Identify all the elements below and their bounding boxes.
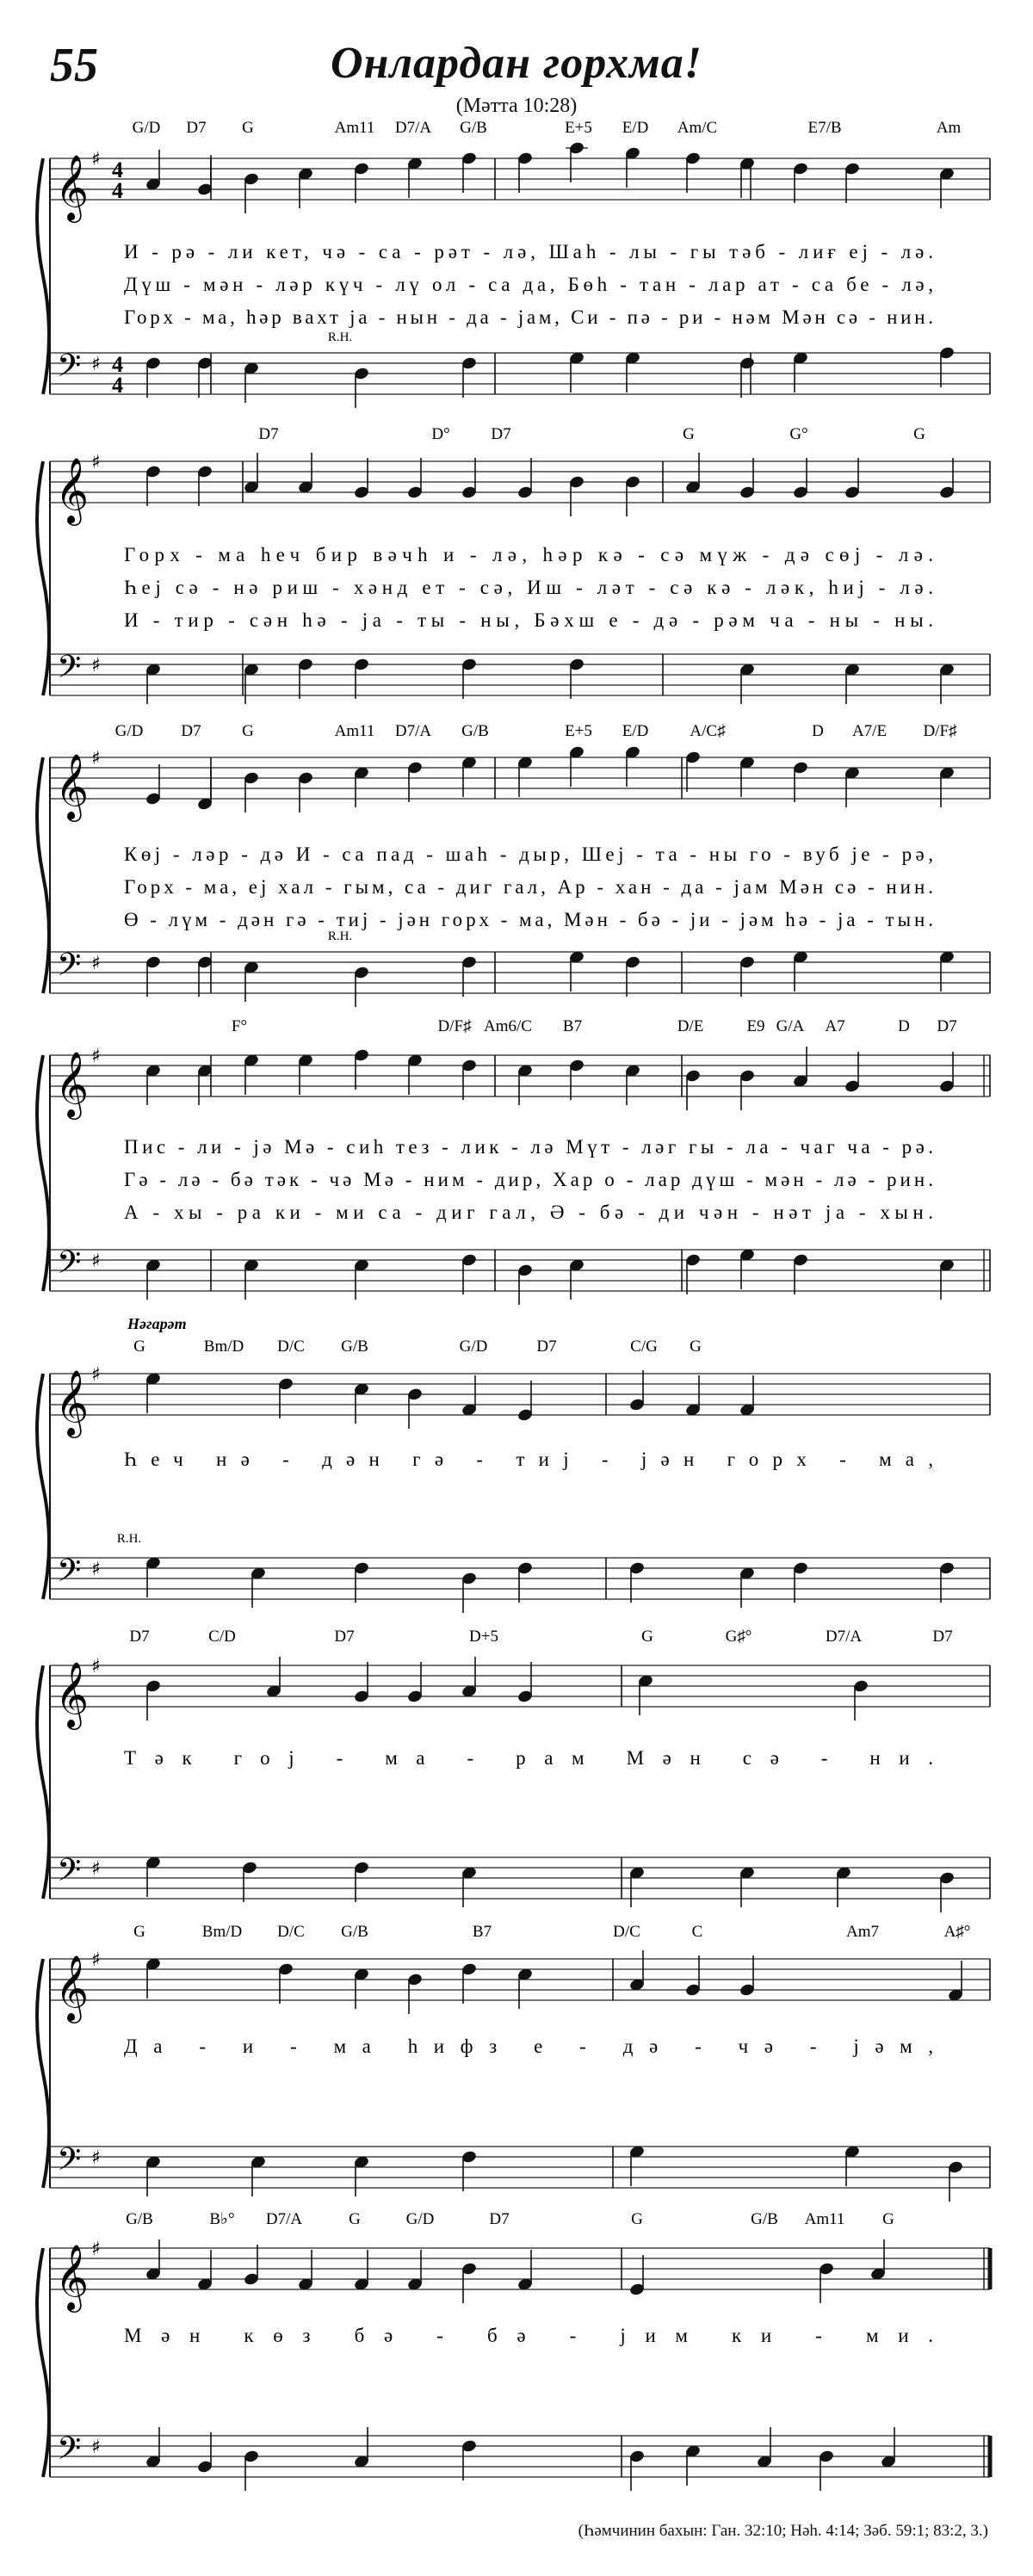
treble-clef-icon: 𝄞 [55,154,90,220]
key-signature-sharp: ♯ [91,354,101,375]
treble-notes [145,141,955,213]
key-signature-sharp: ♯ [91,1251,101,1272]
chord-symbol: B♭° [209,2210,235,2228]
chord-symbol: G [683,425,695,443]
lyric-verse-3: А - хы - ра ки - ми са - диг гал, Ә - бә - ди чән - нәт ја - хын. [124,1202,933,1223]
music-system-4 [37,1017,990,1305]
treble-clef-icon: 𝄞 [55,2244,90,2310]
bass-notes [145,1248,955,1305]
treble-notes [145,453,955,516]
music-system-6 [37,1628,990,1912]
music-system-2 [37,425,990,704]
chord-symbol: D7/A [265,2210,303,2228]
bass-staff [50,654,990,695]
treble-staff [50,1374,990,1415]
chord-symbol: D7 [536,1337,557,1356]
chord-symbol: G [133,1337,145,1356]
chord-symbol: G [349,2210,361,2228]
chord-symbol: Am/C [677,119,718,137]
treble-clef-icon: 𝄞 [55,1051,90,1117]
key-signature-sharp: ♯ [91,2147,101,2169]
treble-clef-icon: 𝄞 [55,1955,90,2021]
chord-symbol: Am11 [804,2210,845,2228]
lyric-verse-1: Да - и - ма һифз е - дә - чә - јәм, [124,2035,933,2057]
system-brace [37,158,49,394]
chord-symbol: A/C♯ [690,722,726,740]
chord-symbol: G/B [126,2210,153,2228]
chord-symbol: D7/A [825,1628,863,1646]
chord-symbol: G/D [405,2210,435,2228]
hymn-number: 55 [50,39,98,92]
system-brace [37,461,49,695]
chord-symbol: D7 [491,425,511,443]
music-system-1 [37,119,990,408]
bass-staff [50,952,990,993]
lyric-verse-3: Ө - лүм - дән гә - тиј - јән горх - ма, Мән - бә - ји - јәм һә - ја - тын. [124,909,933,930]
chord-symbol: G/D [132,119,161,137]
chord-symbol: G♯° [725,1628,752,1646]
key-signature-sharp: ♯ [91,748,101,769]
bass-staff [50,2436,990,2477]
bass-notes [145,950,955,1007]
chord-symbol: D/F♯ [923,722,957,740]
key-signature-sharp: ♯ [91,655,101,676]
key-signature-sharp: ♯ [91,149,101,170]
chord-symbol: E/D [622,722,649,740]
chord-symbol: F° [231,1017,248,1035]
system-brace [37,757,49,993]
treble-notes [145,745,955,812]
time-signature-bottom: 4 [112,373,123,398]
chord-symbol: G [242,722,254,740]
chord-symbol: Bm/D [201,1923,243,1941]
key-signature-sharp: ♯ [91,1046,101,1067]
treble-notes [145,1950,963,2014]
lyric-verse-2: Гә - лә - бә тәк - чә Мә - ним - дир, Хар о - лар дүш - мән - лә - рин. [124,1169,934,1190]
chord-symbol: G [133,1923,145,1941]
treble-clef-icon: 𝄞 [55,753,90,819]
lyric-verse-1: Көј - ләр - дә И - са пад - шаһ - дыр, Шеј - та - ны го - вуб је - рә, [124,843,934,865]
bass-clef-icon: 𝄢 [57,348,82,392]
chord-symbol: Am11 [334,119,375,137]
chord-symbol: G [882,2210,894,2228]
key-signature-sharp: ♯ [91,452,101,473]
treble-notes [145,2239,886,2303]
right-hand-mark: R.H. [327,930,353,943]
lyric-verse-1: Тәк гој - ма - рам Мән сә - ни. [123,1747,934,1769]
chord-symbol: E9 [746,1017,765,1035]
bass-clef-icon: 𝄢 [57,1553,82,1597]
bass-staff [50,1558,990,1599]
lyric-verse-3: Горх - ма, һәр вахт ја - нын - да - јам, Си - пә - ри - нәм Мән сә - нин. [124,306,933,328]
chord-symbol: Am [936,119,962,137]
hymn-title: Онлардан горхма! [330,39,703,88]
chord-symbol: E7/B [807,119,842,137]
bass-staff [50,1857,990,1899]
scripture-reference: (Мәтта 10:28) [455,95,578,117]
chord-symbol: G/D [459,1337,488,1356]
time-signature-top: 4 [112,352,123,377]
treble-clef-icon: 𝄞 [55,457,90,523]
bass-notes [145,2145,963,2202]
chord-symbol: G [913,425,925,443]
chord-symbol: D7 [129,1628,150,1646]
footer-references: (Һәмчинин бахын: Ган. 32:10; Нәһ. 4:14; Зәб. 59:1; 83:2, 3.) [578,2522,988,2540]
chord-symbol: G [242,119,254,137]
chord-symbol: D7 [932,1628,953,1646]
refrain-label: Нәгарәт [127,1315,187,1332]
chord-symbol: D7/A [394,119,432,137]
chord-symbol: G° [789,425,808,443]
chord-symbol: D7 [186,119,207,137]
key-signature-sharp: ♯ [91,2437,101,2458]
chord-symbol: D7 [258,425,279,443]
system-brace [37,1665,49,1899]
lyric-verse-1: Пис - ли - јә Мә - сиһ тез - лик - лә Мүт - ләг гы - ла - чаг ча - рә. [124,1136,934,1158]
chord-symbol: D7 [489,2210,510,2228]
lyric-verse-1: Мән көз бә - бә - јим ки - ми. [123,2325,934,2346]
chord-symbol: D [812,722,824,740]
music-system-7 [37,1923,990,2202]
bass-staff [50,353,990,394]
chord-symbol: G/B [751,2210,778,2228]
chord-symbol: D/F♯ [437,1017,472,1035]
chord-symbol: E+5 [565,722,592,740]
chord-symbol: G [690,1337,702,1356]
chord-symbol: D° [431,425,450,443]
chord-symbol: A7/E [851,722,888,740]
key-signature-sharp: ♯ [91,1559,101,1580]
key-signature-sharp: ♯ [91,1949,101,1971]
system-brace [37,1959,49,2188]
chord-symbol: G/B [460,119,487,137]
chord-symbol: D7 [181,722,201,740]
chord-symbol: D [898,1017,910,1035]
chord-symbol: G/A [776,1017,805,1035]
key-signature-sharp: ♯ [91,953,101,974]
lyric-verse-2: Горх - ма, еј хал - гым, са - диг гал, Ар - хан - да - јам Мән сә - нин. [124,876,934,898]
chord-symbol: C/D [208,1628,236,1646]
treble-staff [50,1959,990,2000]
chord-symbol: B7 [562,1017,583,1035]
lyric-verse-2: Һеј сә - нә риш - хәнд ет - сә, Иш - ләт - сә кә - ләк, һиј - лә. [124,577,933,598]
bass-notes [145,346,955,408]
music-system-5 [37,1315,990,1613]
music-system-8 [37,2210,990,2491]
chord-symbol: E/D [622,119,649,137]
treble-notes [145,1657,869,1720]
chord-symbol: D/E [677,1017,704,1035]
system-brace [37,1055,49,1291]
chord-symbol: D7 [937,1017,957,1035]
key-signature-sharp: ♯ [91,1364,101,1386]
chord-symbol: D/C [277,1923,305,1941]
chord-symbol: A7 [825,1017,845,1035]
chord-symbol: D7 [334,1628,355,1646]
bass-notes [145,2427,896,2491]
chord-symbol: Am7 [846,1923,879,1941]
chord-symbol: Bm/D [203,1337,244,1356]
music-system-3 [37,722,990,1007]
chord-symbol: C [691,1923,703,1941]
system-brace [37,2248,49,2477]
chord-symbol: G/B [461,722,489,740]
chord-symbol: G/B [341,1337,368,1356]
chord-symbol: E+5 [565,119,592,137]
chord-symbol: D/C [277,1337,305,1356]
right-hand-mark: R.H. [116,1532,142,1546]
chord-symbol: G [641,1628,653,1646]
chord-symbol: D7/A [394,722,432,740]
chord-symbol: C/G [630,1337,658,1356]
bass-clef-icon: 𝄢 [57,2141,82,2185]
bass-notes [145,1556,955,1613]
treble-notes [145,1370,755,1429]
bass-clef-icon: 𝄢 [57,1245,82,1288]
chord-symbol: B7 [472,1923,492,1941]
lyric-verse-1: И - рә - ли кет, чә - са - рәт - лә, Шаһ - лы - гы тәб - лиғ еј - лә. [124,241,933,263]
bass-clef-icon: 𝄢 [57,2431,82,2474]
treble-clef-icon: 𝄞 [55,1661,90,1727]
chord-symbol: Am11 [334,722,375,740]
chord-symbol: Am6/C [484,1017,532,1035]
right-hand-mark: R.H. [327,330,353,344]
bass-clef-icon: 𝄢 [57,947,82,991]
bass-clef-icon: 𝄢 [57,649,82,693]
chord-symbol: D+5 [469,1628,498,1646]
bass-notes [145,1856,955,1912]
chord-symbol: A♯° [943,1923,971,1941]
chord-symbol: G [631,2210,643,2228]
lyric-verse-2: Дүш - мән - ләр күч - лү ол - са да, Бөһ - тан - лар ат - са бе - лә, [123,274,934,295]
treble-clef-icon: 𝄞 [55,1369,90,1436]
treble-notes [145,1047,955,1110]
key-signature-sharp: ♯ [91,2239,101,2260]
lyric-verse-1: Горх - ма һеч бир вәчһ и - лә, һәр кә - сә мүж - дә сөј - лә. [124,544,933,565]
lyric-verse-1: Һеч нә - дән гә - тиј - јән горх - ма, [124,1449,933,1470]
time-signature-bottom: 4 [112,178,123,203]
key-signature-sharp: ♯ [91,1858,101,1880]
key-signature-sharp: ♯ [91,1656,101,1677]
lyric-verse-3: И - тир - сән һә - ја - ты - ны, Бәхш е - дә - рәм ча - ны - ны. [124,609,933,631]
system-brace [37,1374,49,1599]
time-signature-top: 4 [112,158,123,182]
chord-symbol: G/B [341,1923,368,1941]
chord-symbol: D/C [613,1923,640,1941]
chord-symbol: G/D [114,722,144,740]
bass-clef-icon: 𝄢 [57,1852,82,1896]
